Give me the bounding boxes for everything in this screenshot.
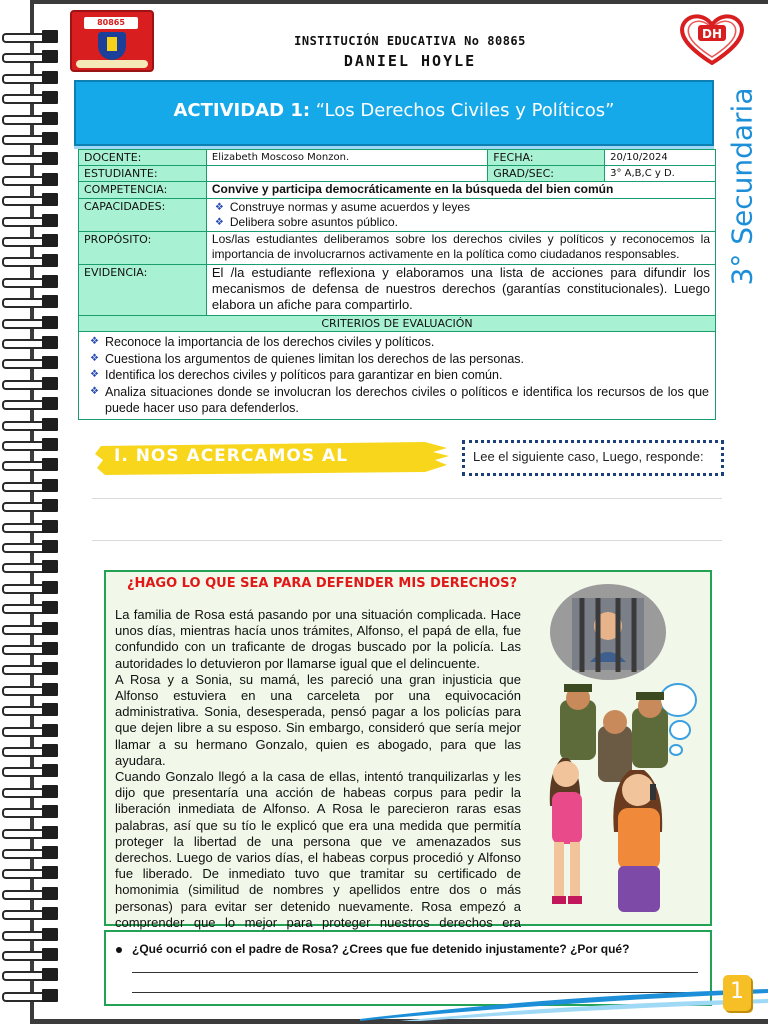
spiral-ring bbox=[2, 540, 60, 554]
page-border-top bbox=[30, 0, 768, 4]
spiral-ring bbox=[2, 397, 60, 411]
decorative-swoosh bbox=[360, 985, 768, 1021]
estudiante-field[interactable] bbox=[206, 166, 487, 182]
criterios-list bbox=[87, 334, 709, 417]
spiral-ring bbox=[2, 377, 60, 391]
spiral-ring bbox=[2, 866, 60, 880]
info-table bbox=[78, 149, 716, 420]
criterio-item: ❖ Identifica los derechos civiles y políticos para garantizar en bien común. bbox=[105, 367, 709, 384]
spiral-ring bbox=[2, 112, 60, 126]
capacidad-item: ❖ Construye normas y asume acuerdos y leyes bbox=[230, 200, 710, 215]
spiral-ring bbox=[2, 744, 60, 758]
spiral-ring bbox=[2, 601, 60, 615]
brand-badge: DH bbox=[701, 27, 723, 41]
capacidad-item: ❖ Delibera sobre asuntos público. bbox=[230, 215, 710, 230]
estudiante-label: ESTUDIANTE: bbox=[79, 166, 207, 182]
spiral-ring bbox=[2, 132, 60, 146]
competencia-label: COMPETENCIA: bbox=[79, 182, 207, 199]
spiral-ring bbox=[2, 356, 60, 370]
proposito-label: PROPÓSITO: bbox=[79, 232, 207, 265]
instruction-box bbox=[462, 440, 724, 476]
spiral-ring bbox=[2, 662, 60, 676]
spiral-ring bbox=[2, 71, 60, 85]
case-text bbox=[115, 607, 521, 947]
school-logo bbox=[70, 10, 154, 72]
spiral-ring bbox=[2, 438, 60, 452]
spiral-ring bbox=[2, 683, 60, 697]
spiral-ring bbox=[2, 642, 60, 656]
criterio-item: ❖ Analiza situaciones donde se involucran los derechos civiles o políticos e identifica los recursos de los que puede hacer uso para defenderlos. bbox=[105, 384, 709, 417]
criterio-item: ❖ Cuestiona los argumentos de quienes limitan los derechos de las personas. bbox=[105, 351, 709, 368]
spiral-ring bbox=[2, 581, 60, 595]
spiral-ring bbox=[2, 173, 60, 187]
spiral-ring bbox=[2, 30, 60, 44]
spiral-ring bbox=[2, 91, 60, 105]
school-shield-icon bbox=[98, 32, 126, 60]
school-name: DANIEL HOYLE bbox=[343, 52, 477, 70]
school-logo-text: 80865 bbox=[84, 17, 138, 29]
spiral-ring bbox=[2, 193, 60, 207]
spiral-ring bbox=[2, 275, 60, 289]
activity-heading bbox=[76, 100, 712, 121]
activity-title: “Los Derechos Civiles y Políticos” bbox=[315, 100, 615, 121]
notebook-spiral-binding bbox=[2, 30, 62, 1010]
institution-title: INSTITUCIÓN EDUCATIVA No 80865 bbox=[294, 34, 526, 48]
spiral-ring bbox=[2, 948, 60, 962]
spiral-ring bbox=[2, 295, 60, 309]
spiral-ring bbox=[2, 622, 60, 636]
spiral-ring bbox=[2, 234, 60, 248]
case-illustration bbox=[538, 580, 706, 920]
question-text: ¿Qué ocurrió con el padre de Rosa? ¿Crees que fue detenido injustamente? ¿Por qué? bbox=[132, 942, 630, 956]
spiral-ring bbox=[2, 254, 60, 268]
spiral-ring bbox=[2, 479, 60, 493]
case-title: ¿HAGO LO QUE SEA PARA DEFENDER MIS DERECHOS? bbox=[126, 576, 518, 591]
spiral-ring bbox=[2, 458, 60, 472]
spiral-ring bbox=[2, 887, 60, 901]
case-paragraph: Cuando Gonzalo llegó a la casa de ellas, intentó tranquilizarlas y les dijo que presentaría una acción de habeas corpus para pedir la liberación inmediata de Alfonso. A Rosa le parecieron raras esas palabras, así que su tío le explicó que era una medida que permitía proteger la libertad de una persona que ve amenazados sus derechos. Luego de varios días, el habeas corpus procedió y Alfonso fue liberado. De inmediato tuvo que tramitar su certificado de homonimia (similitud de nombres y apellidos entre dos o más personas) para evitar ser detenido nuevamente. Rosa empezó a comprender que lo mejor para proteger nuestros derechos era bbox=[115, 769, 521, 930]
spiral-ring bbox=[2, 560, 60, 574]
spiral-ring bbox=[2, 152, 60, 166]
case-paragraph: A Rosa y a Sonia, su mamá, les pareció una gran injusticia que Alfonso estuviera en una carceleta por una equivocación administrativa. Sonia, desesperada, pensó pagar a los policías para que dejen libre a su esposo. Sin embargo, consideró que sería mejor llamar a su hermano Gonzalo, quien es abogado, para que las ayudara. bbox=[115, 671, 521, 768]
section-title: I. NOS ACERCAMOS AL bbox=[114, 446, 349, 466]
criterio-item: ❖ Reconoce la importancia de los derechos civiles y políticos. bbox=[105, 334, 709, 351]
grado-value: 3° A,B,C y D. bbox=[605, 166, 716, 182]
spiral-ring bbox=[2, 316, 60, 330]
spiral-ring bbox=[2, 703, 60, 717]
criterios-cell bbox=[79, 332, 716, 420]
capacidades-cell bbox=[206, 199, 715, 232]
spiral-ring bbox=[2, 336, 60, 350]
spiral-ring bbox=[2, 805, 60, 819]
competencia-value: Convive y participa democráticamente en la búsqueda del bien común bbox=[206, 182, 715, 199]
case-paragraph: La familia de Rosa está pasando por una situación complicada. Hace unos días, mientras hacía unos trámites, Alfonso, el papá de ella, fue confundido con un traficante de drogas buscado por la policía. Las autoridades lo detuvieron por llamarse igual que el delincuente. bbox=[115, 607, 521, 671]
dh-heart-logo bbox=[679, 13, 745, 65]
spiral-ring bbox=[2, 846, 60, 860]
writing-line[interactable] bbox=[92, 540, 722, 541]
proposito-value: Los/las estudiantes deliberamos sobre los derechos civiles y políticos y reconocemos la importancia de involucrarnos activamente en la política como ciudadanos responsables. bbox=[206, 232, 715, 265]
page-number: 1 bbox=[723, 975, 751, 1011]
spiral-ring bbox=[2, 499, 60, 513]
instruction-text: Lee el siguiente caso, Luego, responde: bbox=[473, 449, 704, 464]
spiral-ring bbox=[2, 520, 60, 534]
grade-vertical-text: 3° Secundaria bbox=[725, 87, 759, 286]
spiral-ring bbox=[2, 764, 60, 778]
spiral-ring bbox=[2, 907, 60, 921]
grado-label: GRAD/SEC: bbox=[488, 166, 605, 182]
spiral-ring bbox=[2, 989, 60, 1003]
logo-ribbon bbox=[76, 60, 148, 68]
bullet-icon bbox=[116, 947, 122, 953]
evidencia-value: El /la estudiante reflexiona y elaboramos una lista de acciones para difundir los mecanismos de defensa de nuestros derechos (garantías constitucionales). Luego elabora un afiche para compartirlo. bbox=[206, 265, 715, 316]
capacidades-label: CAPACIDADES: bbox=[79, 199, 207, 232]
docente-label: DOCENTE: bbox=[79, 150, 207, 166]
activity-label: ACTIVIDAD 1: bbox=[173, 100, 311, 121]
fecha-label: FECHA: bbox=[488, 150, 605, 166]
spiral-ring bbox=[2, 214, 60, 228]
activity-banner bbox=[74, 80, 714, 146]
fecha-value: 20/10/2024 bbox=[605, 150, 716, 166]
capacidades-list bbox=[212, 200, 710, 230]
spiral-ring bbox=[2, 826, 60, 840]
grade-vertical-label bbox=[712, 80, 759, 300]
spiral-ring bbox=[2, 418, 60, 432]
criterios-title: CRITERIOS DE EVALUACIÓN bbox=[79, 316, 716, 332]
spiral-ring bbox=[2, 785, 60, 799]
docente-value: Elizabeth Moscoso Monzon. bbox=[206, 150, 487, 166]
case-reading-box bbox=[104, 570, 712, 930]
spiral-ring bbox=[2, 50, 60, 64]
spiral-ring bbox=[2, 724, 60, 738]
answer-line[interactable] bbox=[132, 972, 698, 973]
evidencia-label: EVIDENCIA: bbox=[79, 265, 207, 316]
spiral-ring bbox=[2, 928, 60, 942]
writing-line[interactable] bbox=[92, 498, 722, 499]
spiral-ring bbox=[2, 968, 60, 982]
